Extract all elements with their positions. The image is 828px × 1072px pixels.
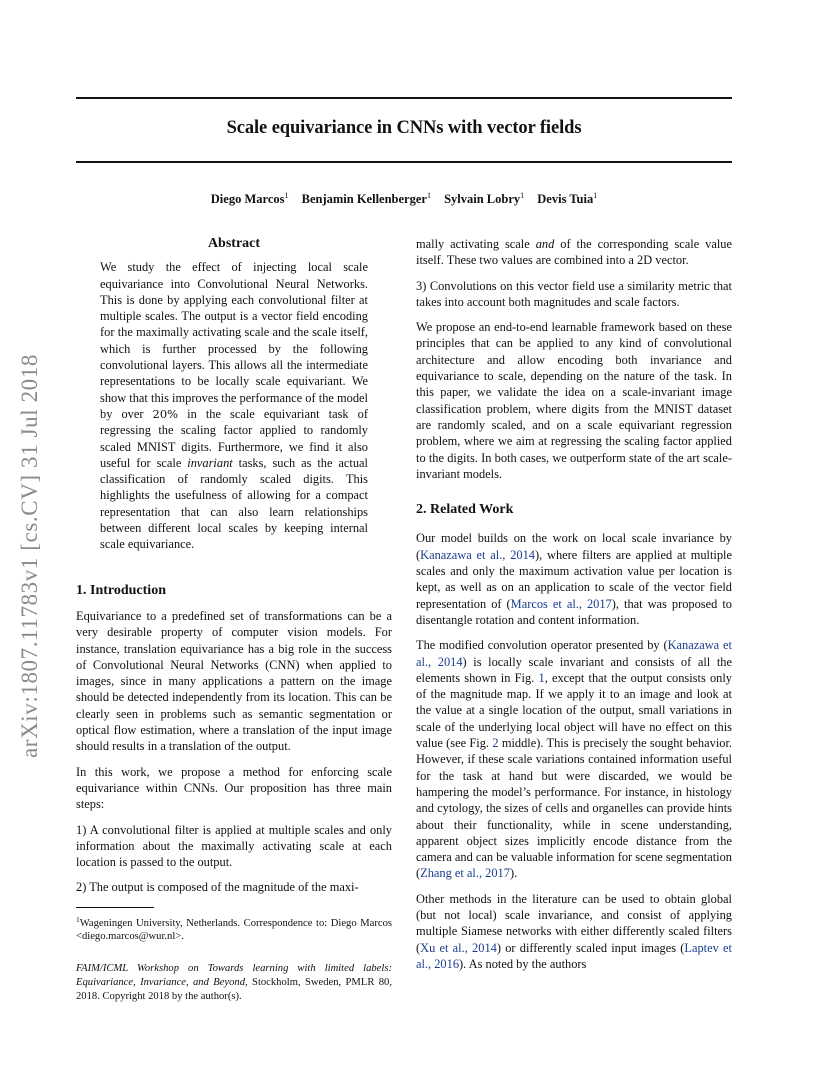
paragraph: 1) A convolutional filter is applied at multiple scales and only information about the maximally activating scale at each location is passed to the output.	[76, 822, 392, 870]
author	[444, 192, 524, 206]
text-run: ). As noted by the authors	[459, 956, 587, 971]
footnote-mark: 1	[76, 914, 80, 924]
emphasis: invariant	[187, 455, 233, 470]
affiliation-mark: 1	[426, 191, 431, 200]
text-run: ) or differently scaled input images (	[496, 940, 685, 955]
citation-link[interactable]: Zhang et al., 2017	[420, 866, 510, 881]
affiliation-mark: 1	[593, 191, 598, 200]
paragraph: We propose an end-to-end learnable framework based on these principles that can be applied to any kind of convolutional architecture and allow encoding both invariance and equivariance to scale, depending on the nature of the task. In this paper, we validate the idea on a scale-invariant image classification problem, where digits from the MNIST dataset are randomly scaled, and on a scale equivariant regression problem, where we aim at regressing the scaling factor applied to the digits. In both cases, we outperform state of the art scale-invariant models.	[416, 320, 732, 481]
emphasis: FAIM/ICML Workshop on Towards learning with limited labels: Equivariance, Invariance, and Beyond	[76, 963, 392, 989]
text-run: ).	[509, 866, 518, 881]
author-name: Devis Tuia	[537, 192, 594, 206]
right-column	[416, 236, 732, 972]
text-run: ) is locally scale invariant and consists of all the elements shown in Fig.	[416, 654, 732, 685]
text-run: Wageningen University, Netherlands. Correspondence to: Diego Marcos <diego.marcos@wur.nl>.	[76, 917, 392, 943]
author-list	[76, 191, 732, 207]
citation-link[interactable]: Laptev et al., 2016	[416, 940, 732, 971]
text-run: Our model builds on the work on local scale invariance by (	[416, 531, 732, 562]
text-run: 2) The output is composed of the magnitude of the maxi-	[76, 880, 359, 895]
text-run: ), that was proposed to disentangle rotation and content information.	[416, 596, 732, 627]
paragraph: 3) Convolutions on this vector field use a similarity metric that takes into account both magnitudes and scale factors.	[416, 278, 732, 309]
citation-link[interactable]: Kanazawa et al., 2014	[420, 547, 535, 562]
title-top-rule	[76, 97, 732, 99]
footnote-affiliation	[76, 913, 392, 945]
abstract-body	[100, 259, 368, 552]
citation-link[interactable]: Marcos et al., 2017	[510, 596, 612, 611]
figure-reference-link[interactable]: 1	[538, 670, 545, 685]
text-run: The modified convolution operator presented by (	[416, 638, 668, 653]
text-run: , Stockholm, Sweden, PMLR 80, 2018. Copyright 2018 by the author(s).	[76, 977, 393, 1002]
abstract-heading: Abstract	[207, 236, 261, 251]
related-work-section	[416, 502, 732, 972]
title-bottom-rule	[76, 161, 732, 163]
author	[537, 192, 597, 206]
text-run: of the corresponding scale value itself. These two values are combined into a 2D vector.	[416, 237, 732, 268]
text-run: Other methods in the literature can be used to obtain global (but not local) scale invariance, and consist of applying multiple Siamese networks with either differently scaled filters (	[416, 891, 732, 955]
paper-title: Scale equivariance in CNNs with vector fields	[226, 118, 582, 138]
paragraph: In this work, we propose a method for enforcing scale equivariance within CNNs. Our proposition has three main steps:	[76, 764, 392, 812]
paragraph	[416, 891, 732, 972]
abstract-section	[76, 236, 392, 553]
figure-reference-link[interactable]: 2	[492, 736, 499, 751]
paragraph	[416, 637, 732, 881]
arxiv-identifier-stamp: arXiv:1807.11783v1 [cs.CV] 31 Jul 2018	[17, 354, 42, 758]
text-run: tasks, such as the actual classification of randomly scaled digits. This highlights the usefulness of allowing for a compact representation that can also learn relationships between different local scales by keeping internal scale equivariance.	[100, 455, 368, 552]
section-heading: 1. Introduction	[76, 582, 166, 598]
text-run: , except that the output consists only of the magnitude map. If we apply it to an image and look at the value at a single location of the output, small variations in scale of the underlying local object will have no effect on this value (see Fig.	[416, 670, 732, 751]
footnote-workshop	[76, 962, 392, 1003]
text-run: We study the effect of injecting local scale equivariance into Convolutional Neural Networks. This is done by applying each convolutional filter at multiple scales. The output is a vector field encoding for the maximally activating scale and the scale itself, which is further processed by the following convolutional layers. This allows all the intermediate representations to be locally scale equivariant. We show that this improves the performance of the model by over	[100, 260, 368, 421]
citation-link[interactable]: Kanazawa et al., 2014	[416, 638, 732, 669]
paragraph	[416, 530, 732, 628]
paragraph-continued	[76, 879, 392, 895]
introduction-section	[76, 583, 392, 896]
affiliation-mark: 1	[520, 191, 525, 200]
paragraph-continuation	[416, 236, 732, 269]
inline-math: 20%	[152, 406, 179, 421]
paragraph: Equivariance to a predefined set of transformations can be a very desirable property of computer vision models. For instance, translation equivariance has a big role in the success of Convolutional Neural Networks (CNN) when applied to images, since in many applications a pattern on the image should be detected independently from its location. This can be clearly seen in problems such as semantic segmentation or optical flow estimation, where a translation of the input image should results in a translation of the output.	[76, 608, 392, 754]
citation-link[interactable]: Xu et al., 2014	[420, 940, 497, 955]
footnote-rule	[76, 907, 154, 908]
section-heading: 2. Related Work	[416, 502, 514, 518]
text-run: ), where filters are applied at multiple scales and only the maximum activation value per location is kept, as well as on an application to scale of the vector field representation of (	[416, 547, 732, 611]
text-run: middle). This is precisely the sought behavior. However, if these scale variations contained information useful for the task at hand but were discarded, we would be hampering the model’s performance. For instance, in histology and cytology, the sizes of cells and organelles can provide hints about their functionality, while in scene understanding, apparent object sizes implicitly encode distance from the camera and can be valuable information for scene segmentation (	[416, 736, 732, 881]
author-name: Diego Marcos	[210, 192, 285, 206]
author	[211, 192, 289, 206]
affiliation-mark: 1	[284, 191, 289, 200]
text-run: in the scale equivariant task of regressing the scaling factor applied to randomly scaled MNIST digits. Furthermore, we find it also useful for scale	[100, 406, 368, 470]
author-name: Benjamin Kellenberger	[301, 192, 427, 206]
emphasis: and	[535, 237, 555, 251]
author	[302, 192, 431, 206]
left-column	[76, 232, 392, 1004]
text-run: mally activating scale	[416, 237, 536, 251]
author-name: Sylvain Lobry	[444, 192, 521, 206]
